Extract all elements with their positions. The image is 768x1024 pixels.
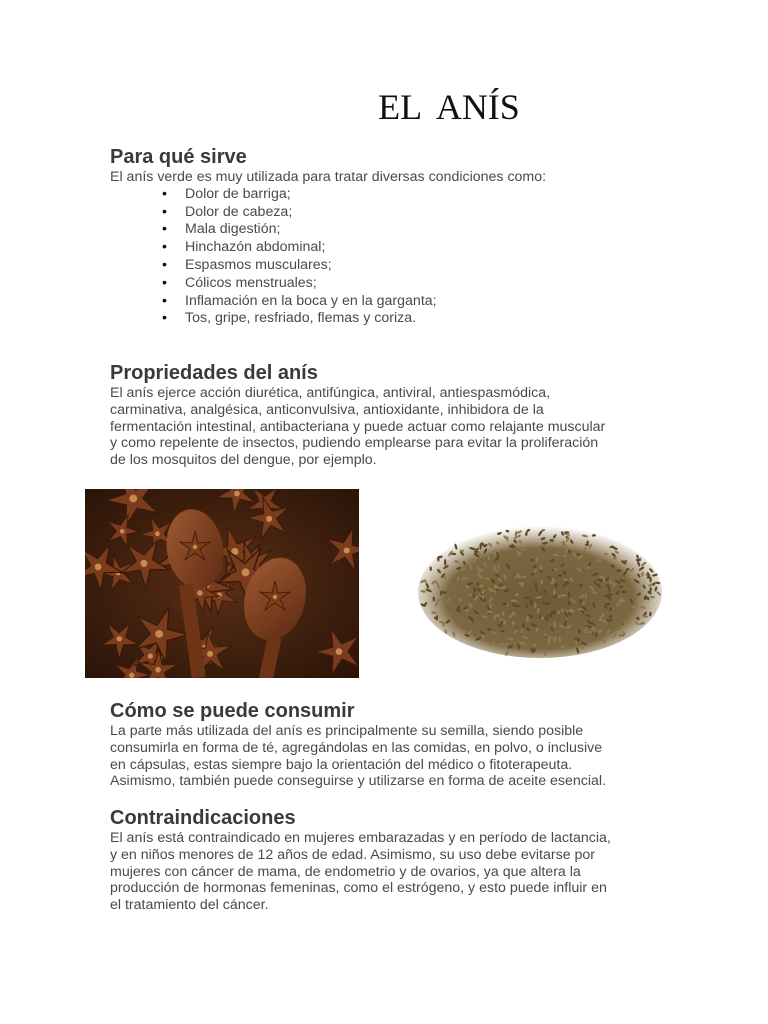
paragraph-line: mujeres con cáncer de mama, de endometrio y de ovarios, ya que altera la xyxy=(110,863,581,880)
bullet-icon: • xyxy=(162,256,167,273)
paragraph-line: y en niños menores de 12 años de edad. Asimismo, su uso debe evitarse por xyxy=(110,846,596,863)
list-item: • Inflamación en la boca y en la garganta; xyxy=(162,292,437,309)
star-anise-photo xyxy=(85,489,359,678)
paragraph-line: y como repelente de insectos, pudiendo emplearse para evitar la proliferación xyxy=(110,435,599,452)
bullet-icon: • xyxy=(162,292,167,309)
paragraph-line: en cápsulas, estas siempre bajo la orientación del médico o fitoterapeuta. xyxy=(110,756,573,773)
star-anise-icon xyxy=(85,489,359,678)
uses-list xyxy=(162,186,722,328)
paragraph-line: Asimismo, también puede conseguirse y utilizarse en forma de aceite esencial. xyxy=(110,773,607,790)
paragraph-line: La parte más utilizada del anís es principalmente su semilla, siendo posible xyxy=(110,723,584,739)
bullet-icon: • xyxy=(162,239,167,256)
paragraph-line: El anís está contraindicado en mujeres embarazadas y en período de lactancia, xyxy=(110,830,611,846)
list-item: • Hinchazón abdominal; xyxy=(162,239,326,256)
document-title: EL ANÍS xyxy=(378,87,520,127)
bullet-icon: • xyxy=(162,185,167,202)
section-para-que-sirve xyxy=(110,145,670,328)
list-item: • Espasmos musculares; xyxy=(162,256,332,273)
section-heading: Propriedades del anís xyxy=(110,362,318,384)
list-item: • Mala digestión; xyxy=(162,221,281,238)
list-item: • Dolor de barriga; xyxy=(162,185,291,202)
bullet-icon: • xyxy=(162,203,167,220)
section-contraindicaciones xyxy=(110,806,670,914)
section-propiedades xyxy=(110,361,670,469)
paragraph-line: carminativa, analgésica, anticonvulsiva, antioxidante, inhibidora de la xyxy=(110,401,544,418)
section-intro: El anís verde es muy utilizada para tratar diversas condiciones como: xyxy=(110,169,547,185)
paragraph-line: el tratamiento del cáncer. xyxy=(110,897,269,914)
bullet-icon: • xyxy=(162,274,167,291)
paragraph-line: producción de hormonas femeninas, como el estrógeno, y esto puede influir en xyxy=(110,880,607,897)
list-item: • Dolor de cabeza; xyxy=(162,203,293,220)
bullet-icon: • xyxy=(162,310,167,327)
section-heading: Cómo se puede consumir xyxy=(110,700,355,722)
anise-seeds-photo xyxy=(405,500,690,675)
section-como-consumir xyxy=(110,699,670,790)
bullet-icon: • xyxy=(162,221,167,238)
list-item: • Cólicos menstruales; xyxy=(162,274,317,291)
section-heading: Para qué sirve xyxy=(110,146,247,168)
list-item: • Tos, gripe, resfriado, flemas y coriza. xyxy=(162,310,417,327)
section-heading: Contraindicaciones xyxy=(110,807,296,829)
paragraph-line: consumirla en forma de té, agregándolas en las comidas, en polvo, o inclusive xyxy=(110,739,603,756)
paragraph-line: El anís ejerce acción diurética, antifúngica, antiviral, antiespasmódica, xyxy=(110,385,551,401)
paragraph-line: de los mosquitos del dengue, por ejemplo. xyxy=(110,452,377,469)
paragraph-line: fermentación intestinal, antibacteriana y puede actuar como relajante muscular xyxy=(110,418,606,435)
seeds-icon xyxy=(405,500,690,675)
